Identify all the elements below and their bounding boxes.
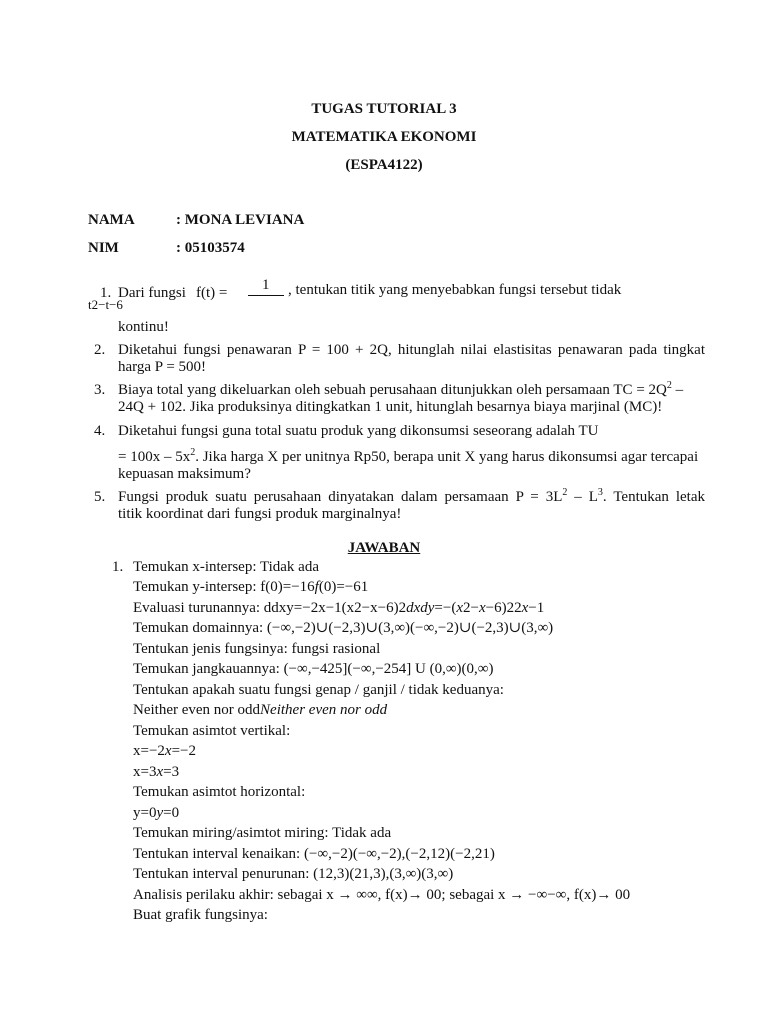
q4-number: 4. <box>94 423 106 439</box>
q5-line2: titik koordinat dari fungsi produk marginalnya! <box>118 506 402 522</box>
q1-denominator: t2−t−6 <box>88 297 123 312</box>
answer-line-11: x=3x=3 <box>133 764 180 780</box>
q1-post: , tentukan titik yang menyebabkan fungsi tersebut tidak <box>288 282 622 298</box>
q1-fraction-bar <box>248 295 284 296</box>
q1-numerator: 1 <box>262 277 270 293</box>
answer-line-1: Temukan x-intersep: Tidak ada <box>133 559 319 575</box>
q1-pre: Dari fungsi <box>118 285 186 301</box>
q1-number: 1. <box>100 285 112 301</box>
answer-line-9: Temukan asimtot vertikal: <box>133 723 291 739</box>
answer-line-14: Temukan miring/asimtot miring: Tidak ada <box>133 825 392 841</box>
answer-line-7: Tentukan apakah suatu fungsi genap / ganjil / tidak keduanya: <box>133 682 504 698</box>
q1-ft: f(t) = <box>196 285 228 301</box>
answer-line-2: Temukan y-intersep: f(0)=−16f(0)=−61 <box>133 579 369 595</box>
q3-line2: 24Q + 102. Jika produksinya ditingkatkan 1 unit, hitunglah besarnya biaya marjinal (MC)! <box>118 399 663 415</box>
answer-line-10: x=−2x=−2 <box>133 743 197 759</box>
title-kode: (ESPA4122) <box>345 157 423 173</box>
q4-line2: = $100x - 5x^2$. Jika harga X per unitnya Rp50, berapa unit X yang harus dikonsumsi agar tercapai <box>118 447 699 465</box>
answer-line-13: y=0y=0 <box>133 805 180 821</box>
answer-line-6: Temukan jangkauannya: (−∞,−425](−∞,−254] U (0,∞)(0,∞) <box>133 661 494 677</box>
q1-cont: kontinu! <box>118 319 169 335</box>
answer-line-8: Neither even nor oddNeither even nor odd <box>133 702 388 718</box>
q3-line1: Biaya total yang dikeluarkan oleh sebuah perusahaan ditunjukkan oleh persamaan TC = $2Q^2$ – <box>118 380 684 398</box>
q3-number: 3. <box>94 382 106 398</box>
answer-line-5: Tentukan jenis fungsinya: fungsi rasional <box>133 641 381 657</box>
title-tugas: TUGAS TUTORIAL 3 <box>311 101 457 117</box>
q4-line3: kepuasan maksimum? <box>118 466 251 482</box>
nim-value: : 05103574 <box>176 240 245 256</box>
nama-value: : MONA LEVIANA <box>176 212 305 228</box>
answer-number: 1. <box>112 559 124 575</box>
q2-number: 2. <box>94 342 106 358</box>
q2-line2: harga P = 500! <box>118 359 207 375</box>
q5-number: 5. <box>94 489 106 505</box>
title-mata-kuliah: MATEMATIKA EKONOMI <box>291 129 477 145</box>
answer-line-15: Tentukan interval kenaikan: (−∞,−2)(−∞,−2),(−2,12)(−2,21) <box>133 846 495 862</box>
answer-line-4: Temukan domainnya: (−∞,−2)∪(−2,3)∪(3,∞)(−∞,−2)∪(−2,3)∪(3,∞) <box>133 620 554 636</box>
answer-line-3: Evaluasi turunannya: ddxy=−2x−1(x2−x−6)2dxdy=−(x2−x−6)22x−1 <box>133 600 545 616</box>
answer-line-18: Buat grafik fungsinya: <box>133 907 268 923</box>
q5-line1: Fungsi produk suatu perusahaan dinyatakan dalam persamaan $P = 3L^2 - L^3$. Tentukan letak <box>118 487 705 505</box>
q2-line1: Diketahui fungsi penawaran P = 100 + 2Q, hitunglah nilai elastisitas penawaran pada tingkat <box>118 342 705 358</box>
answer-line-16: Tentukan interval penurunan: (12,3)(21,3),(3,∞)(3,∞) <box>133 866 454 882</box>
nim-label: NIM <box>88 240 119 256</box>
answer-line-12: Temukan asimtot horizontal: <box>133 784 306 800</box>
q4-line1: Diketahui fungsi guna total suatu produk yang dikonsumsi seseorang adalah TU <box>118 423 599 439</box>
nama-label: NAMA <box>88 212 135 228</box>
jawaban-heading: JAWABAN <box>347 540 421 556</box>
answer-line-17: Analisis perilaku akhir: sebagai x → ∞∞, f(x)→ 00; sebagai x → −∞−∞, f(x)→ 00 <box>133 887 631 903</box>
